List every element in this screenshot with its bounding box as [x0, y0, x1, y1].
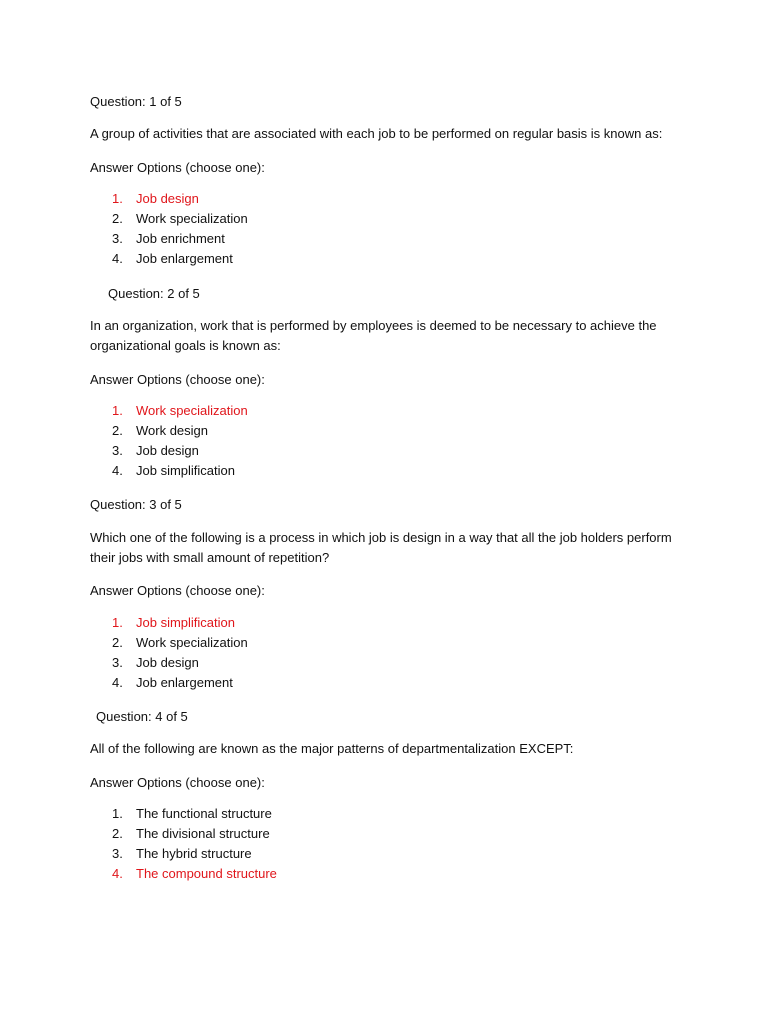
option-number: 1.	[112, 615, 123, 630]
option-text: Work specialization	[136, 211, 248, 226]
option-text: Job design	[136, 655, 199, 670]
question-text: In an organization, work that is performed by employees is deemed to be necessary to achieve the organizational goals is known as:	[90, 318, 657, 353]
option-number: 4.	[112, 675, 123, 690]
question-number: Question: 3 of 5	[90, 497, 182, 512]
option-text: Job enlargement	[136, 251, 233, 266]
option-number: 3.	[112, 655, 123, 670]
question-text: Which one of the following is a process in which job is design in a way that all the job holders perform their jobs with small amount of repetition?	[90, 530, 672, 565]
option-text: Job design	[136, 191, 199, 206]
option-number: 4.	[112, 463, 123, 478]
option-text: Job simplification	[136, 615, 235, 630]
question-text: A group of activities that are associated with each job to be performed on regular basis is known as:	[90, 126, 663, 141]
option-text: Work specialization	[136, 635, 248, 650]
option-number: 3.	[112, 231, 123, 246]
option-text: The divisional structure	[136, 826, 270, 841]
option-number: 2.	[112, 826, 123, 841]
option-number: 2.	[112, 635, 123, 650]
question-number: Question: 4 of 5	[96, 709, 188, 724]
option-number: 1.	[112, 806, 123, 821]
option-number: 1.	[112, 403, 123, 418]
option-number: 2.	[112, 211, 123, 226]
answer-options-label: Answer Options (choose one):	[90, 160, 265, 175]
answer-options-label: Answer Options (choose one):	[90, 583, 265, 598]
option-text: Job design	[136, 443, 199, 458]
option-number: 4.	[112, 251, 123, 266]
option-text: The compound structure	[136, 866, 277, 881]
answer-options-label: Answer Options (choose one):	[90, 775, 265, 790]
option-text: Job enlargement	[136, 675, 233, 690]
question-number: Question: 2 of 5	[108, 286, 200, 301]
question-text: All of the following are known as the major patterns of departmentalization EXCEPT:	[90, 741, 574, 756]
option-text: The hybrid structure	[136, 846, 252, 861]
option-number: 3.	[112, 846, 123, 861]
option-number: 1.	[112, 191, 123, 206]
option-number: 2.	[112, 423, 123, 438]
option-text: Job enrichment	[136, 231, 225, 246]
answer-options-label: Answer Options (choose one):	[90, 372, 265, 387]
option-text: Job simplification	[136, 463, 235, 478]
question-number: Question: 1 of 5	[90, 94, 182, 109]
option-text: The functional structure	[136, 806, 272, 821]
option-number: 4.	[112, 866, 123, 881]
option-number: 3.	[112, 443, 123, 458]
option-text: Work specialization	[136, 403, 248, 418]
option-text: Work design	[136, 423, 209, 438]
